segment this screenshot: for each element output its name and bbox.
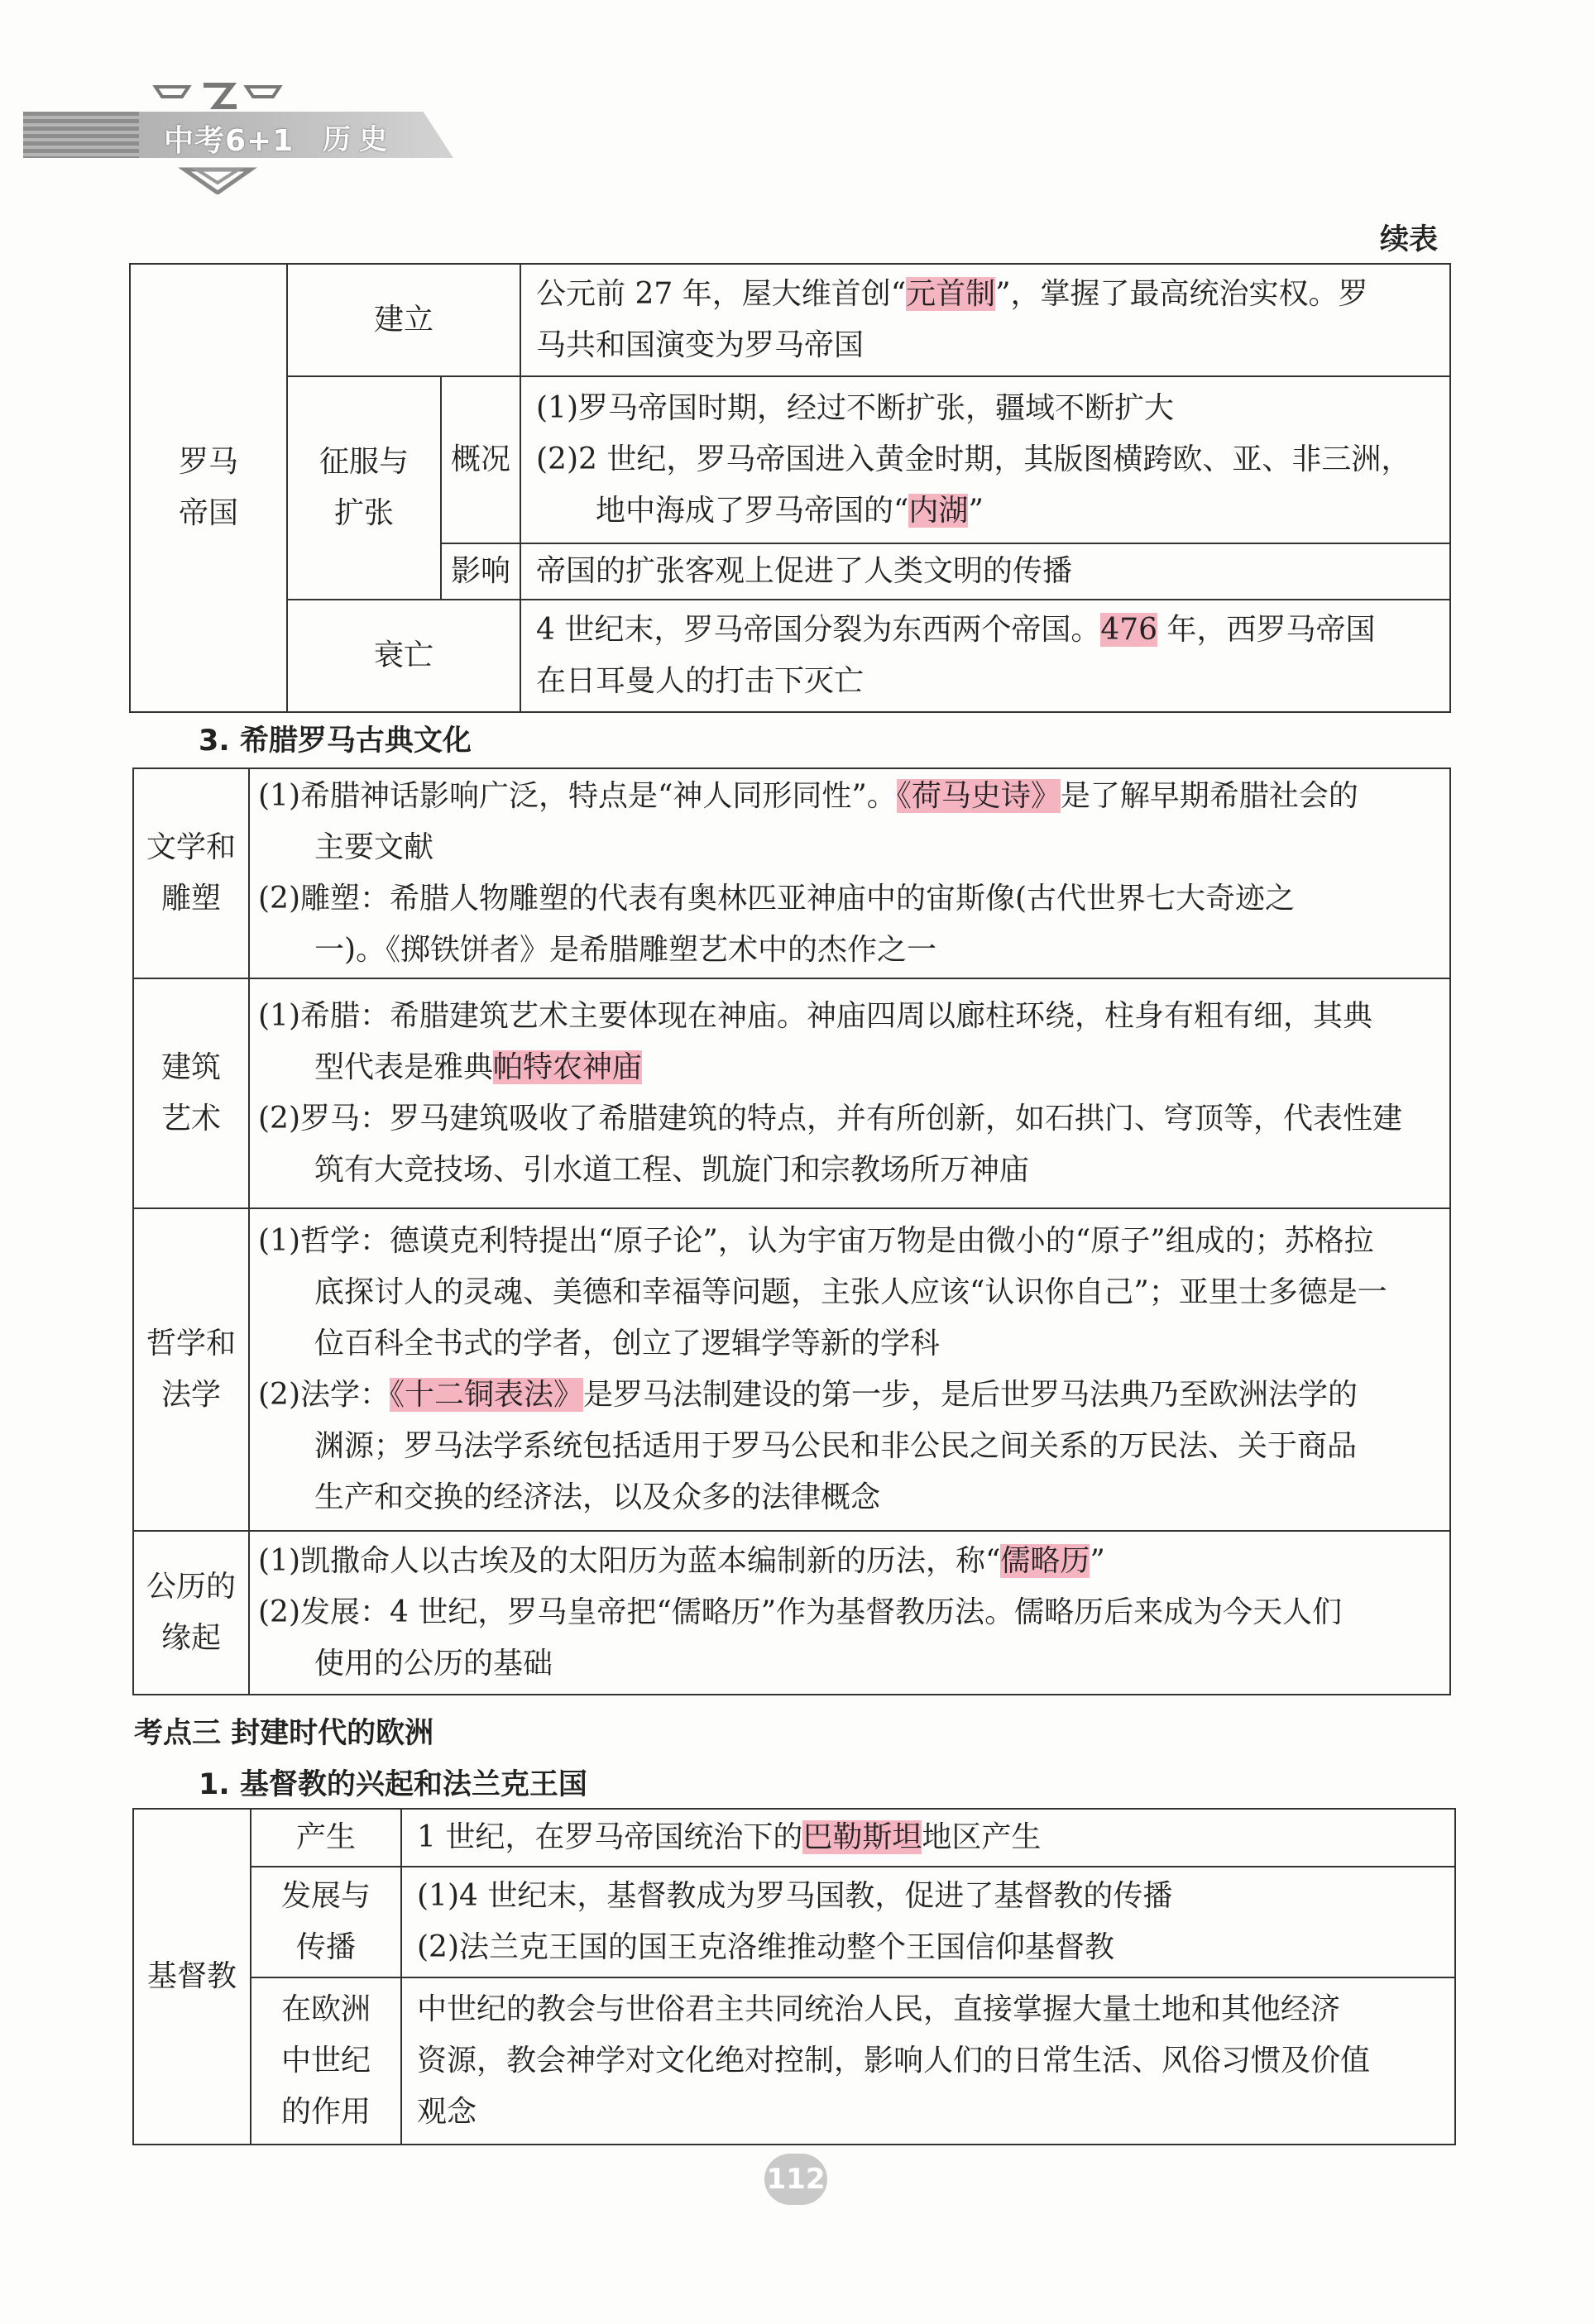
text-line (258, 1145, 1438, 1196)
text: 主要文献 (314, 830, 434, 864)
text: ” (968, 494, 984, 528)
text-line (258, 1216, 1438, 1267)
highlight: 元首制 (906, 277, 996, 311)
page-header (23, 79, 437, 157)
line (536, 269, 1438, 320)
cell-establish (520, 264, 1450, 376)
highlight: 内湖 (908, 494, 969, 528)
text: 年，西罗马帝国 (1157, 613, 1376, 647)
cell-architecture (249, 978, 1450, 1208)
text: 1 世纪，在罗马帝国统治下的 (417, 1820, 803, 1854)
cell-impact (520, 543, 1450, 600)
label-text: 在欧洲中世纪的作用 (280, 1992, 371, 2129)
label-text: 建立 (374, 303, 434, 337)
page-number: 112 (764, 2154, 827, 2205)
section-3-title: 3. 希腊罗马古典文化 (199, 724, 472, 758)
label-architecture (133, 978, 249, 1208)
line (536, 485, 1438, 537)
subject-label: 历史 (323, 123, 395, 156)
label-overview (441, 376, 520, 543)
text: (2)法学： (258, 1378, 390, 1412)
text: (1)凯撒命人以古埃及的太阳历为蓝本编制新的历法，称“ (258, 1544, 1001, 1578)
text-line (258, 1536, 1438, 1587)
line: 中世纪的教会与世俗君主共同统治人民，直接掌握大量土地和其他经济 (417, 1992, 1341, 2026)
line: 帝国的扩张客观上促进了人类文明的传播 (536, 554, 1073, 588)
highlight: 《荷马史诗》 (896, 779, 1061, 813)
line: (2)法兰克王国的国王克洛维推动整个王国信仰基督教 (417, 1930, 1114, 1964)
logo-text: 中考6+1 (164, 124, 295, 158)
label-text: 产生 (295, 1820, 356, 1854)
label-text: 基督教 (146, 1959, 237, 1993)
row-label-roman-empire (130, 264, 287, 712)
line: (1)4 世纪末，基督教成为罗马国教，促进了基督教的传播 (417, 1879, 1173, 1913)
line: (1)罗马帝国时期，经过不断扩张，疆域不断扩大 (536, 391, 1175, 425)
label-conquest (287, 376, 441, 600)
text: 使用的公历的基础 (314, 1647, 553, 1681)
cell-calendar (249, 1531, 1450, 1695)
label-text: 建筑艺术 (160, 1050, 221, 1136)
text: 底探讨人的灵魂、美德和幸福等问题，主张人应该“认识你自己”；亚里士多德是一 (314, 1275, 1387, 1309)
roman-empire-table (129, 263, 1451, 713)
label-role (251, 1977, 401, 2145)
text-line (258, 873, 1438, 925)
line: 马共和国演变为罗马帝国 (536, 328, 865, 362)
text: ”，掌握了最高统治实权。罗 (995, 277, 1368, 311)
label-origin (251, 1809, 401, 1867)
cell-origin (401, 1809, 1455, 1867)
highlight: 儒略历 (1000, 1544, 1090, 1578)
text: (2)发展：4 世纪，罗马皇帝把“儒略历”作为基督教历法。儒略历后来成为今天人们 (258, 1595, 1343, 1629)
text-line (258, 1370, 1438, 1421)
text: 是了解早期希腊社会的 (1060, 779, 1358, 813)
text: (2)罗马：罗马建筑吸收了希腊建筑的特点，并有所创新，如石拱门、穹顶等，代表性建 (258, 1102, 1402, 1136)
cell-spread (401, 1867, 1455, 1977)
continued-label: 续表 (1380, 223, 1439, 256)
label-establish (287, 264, 520, 376)
highlight: 476 (1100, 613, 1158, 647)
text-line (258, 1472, 1438, 1523)
text-line (258, 771, 1438, 822)
text: ” (1090, 1544, 1105, 1578)
text: 型代表是雅典 (314, 1050, 494, 1084)
text: (2)雕塑：希腊人物雕塑的代表有奥林匹亚神庙中的宙斯像(古代世界七大奇迹之 (258, 882, 1296, 916)
row-label-christianity (133, 1809, 251, 2145)
cell-literature (249, 768, 1450, 978)
classical-culture-table (132, 767, 1451, 1695)
label-philosophy-law (133, 1208, 249, 1531)
cell-decline (520, 600, 1450, 712)
label-impact (441, 543, 520, 600)
text: 4 世纪末，罗马帝国分裂为东西两个帝国。 (536, 613, 1101, 647)
line (417, 1812, 1443, 1863)
label-text: 衰亡 (374, 638, 434, 672)
label-decline (287, 600, 520, 712)
text-line (258, 1587, 1438, 1638)
cell-philosophy-law (249, 1208, 1450, 1531)
highlight: 巴勒斯坦 (802, 1820, 922, 1854)
text: (1)希腊：希腊建筑艺术主要体现在神庙。神庙四周以廊柱环绕，柱身有粗有细，其典 (258, 999, 1372, 1033)
header-stripes (23, 112, 139, 158)
text-line (258, 822, 1438, 873)
text-line (258, 1267, 1438, 1318)
label-literature (133, 768, 249, 978)
label-text: 发展与传播 (280, 1879, 371, 1964)
text-line (258, 1042, 1438, 1093)
label-text: 文学和雕塑 (146, 830, 236, 916)
text: 一)。《掷铁饼者》是希腊雕塑艺术中的杰作之一 (314, 933, 937, 967)
label-calendar (133, 1531, 249, 1695)
text-line (258, 991, 1438, 1042)
highlight: 《十二铜表法》 (390, 1378, 584, 1412)
text-line (258, 1093, 1438, 1145)
text: 筑有大竞技场、引水道工程、凯旋门和宗教场所万神庙 (314, 1153, 1030, 1187)
text-line (258, 1318, 1438, 1370)
line: (2)2 世纪，罗马帝国进入黄金时期，其版图横跨欧、亚、非三洲， (536, 442, 1411, 476)
section-1-title: 1. 基督教的兴起和法兰克王国 (199, 1768, 587, 1801)
text: 地中海成了罗马帝国的“ (596, 494, 909, 528)
cell-role (401, 1977, 1455, 2145)
text-line (258, 925, 1438, 976)
text: 位百科全书式的学者，创立了逻辑学等新的学科 (314, 1327, 941, 1360)
label-text: 公历的缘起 (146, 1570, 236, 1655)
text-line (258, 1421, 1438, 1472)
roman-empire-label: 罗马帝国 (178, 445, 238, 530)
text-line (258, 1638, 1438, 1690)
highlight: 帕特农神庙 (493, 1050, 643, 1084)
text: 是罗马法制建设的第一步，是后世罗马法典乃至欧洲法学的 (583, 1378, 1358, 1412)
label-text: 征服与扩张 (319, 445, 409, 530)
label-text: 概况 (451, 442, 511, 476)
cell-overview (520, 376, 1450, 543)
label-text: 哲学和法学 (146, 1327, 236, 1412)
label-text: 影响 (451, 554, 511, 588)
line: 观念 (417, 2095, 477, 2129)
text: 渊源；罗马法学系统包括适用于罗马公民和非公民之间关系的万民法、关于商品 (314, 1429, 1358, 1463)
kaodian-title: 考点三 封建时代的欧洲 (134, 1717, 434, 1750)
line: 资源，教会神学对文化绝对控制，影响人们的日常生活、风俗习惯及价值 (417, 2044, 1371, 2078)
line (536, 605, 1438, 656)
label-spread (251, 1867, 401, 1977)
line: 在日耳曼人的打击下灭亡 (536, 664, 865, 698)
text: (1)希腊神话影响广泛，特点是“神人同形同性”。 (258, 779, 897, 813)
text: 地区产生 (922, 1820, 1042, 1854)
text: 生产和交换的经济法，以及众多的法律概念 (314, 1480, 881, 1514)
christianity-table (132, 1808, 1456, 2145)
text: (1)哲学：德谟克利特提出“原子论”，认为宇宙万物是由微小的“原子”组成的；苏格拉 (258, 1224, 1374, 1258)
text: 公元前 27 年，屋大维首创“ (536, 277, 907, 311)
